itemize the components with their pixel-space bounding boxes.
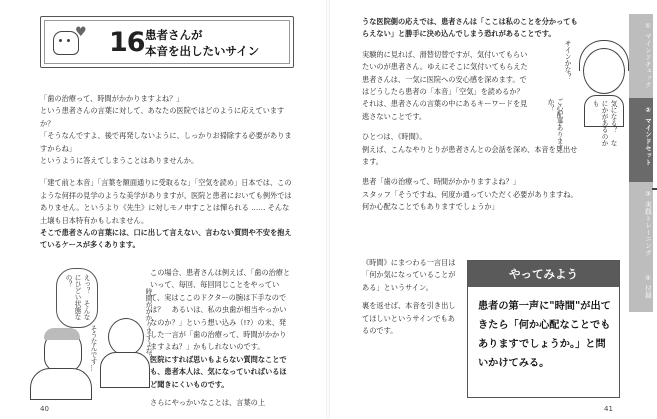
paragraph: 実験的に見れば、滑替切替ですが、気付いてもらいたいのが患者さん。ゆえにそこに気付いてもらえた患者さんは、一気に医院への安心感を深めます。ではどうしたら患者の「本音」「空気」を読めるか？ それは、患者さんの言葉の中にあるキーワードを見逃さないことです。 xyxy=(362,49,531,121)
thought-text: サインかな？ xyxy=(563,40,571,80)
doctor-speech: そうなんです… xyxy=(89,325,97,372)
paragraph-emphasis: 医院にすれば思いもよらない質問なことでも、患者本人は、気になっていればいるほど聞きにくいものです。 xyxy=(150,354,287,389)
chapter-tab[interactable]: ① マインドチェック xyxy=(629,14,653,98)
paragraph: 例えば、こんなやりとりが患者さんとの会話を深め、本音を見出せます。 xyxy=(362,144,578,167)
paragraph: 「建て前と本音」「言葉を額面通りに受取るな」「空気を読め」日本では、このような何拝の見学のような美学がありますが、医院と患者においても例外ではありません。というより《先生》に対しモノ申すことは憚られる …… そんな土壌も日本特有かもしれません。 xyxy=(40,178,292,225)
chapter-tab-active[interactable]: ② マインドセット xyxy=(629,98,653,182)
paragraph: 《時間》にまつわる一言目は「何か気になっていることがある」というサイン。 xyxy=(362,258,456,292)
chapter-tab[interactable]: ④ 付録 xyxy=(629,266,653,312)
right-body-lower xyxy=(362,257,460,337)
thought-text: 気になる？ なにかがあるのかも xyxy=(591,100,617,147)
page-number-right: 41 xyxy=(604,405,613,413)
dialog-line: スタッフ「そうですね、何度か通っていただく必要がありますね。何か心配なことでもありますでしょうか」 xyxy=(362,189,578,212)
try-it-box xyxy=(467,260,620,398)
staff-illustration xyxy=(583,48,625,94)
tab-marker xyxy=(652,188,657,190)
speech-bubble: えっ？ そんなにひどい状態なの？ xyxy=(56,268,98,328)
thought-text: ご心配事ありますか？ xyxy=(546,98,563,151)
left-body xyxy=(40,93,293,252)
chapter-index-tabs xyxy=(629,14,653,312)
dialog-line: 患者「歯の治療って、時間がかかりますよね？」 xyxy=(362,177,520,187)
doctor-body-illustration xyxy=(30,368,92,400)
heart-icon: ♥ xyxy=(75,25,87,40)
paragraph: さらにやっかいなことは、言葉の上 xyxy=(150,398,266,408)
section-heading xyxy=(40,16,294,68)
patient-speech: 時間がかかりますよね？ xyxy=(144,288,152,361)
left-body-wrap xyxy=(150,267,293,409)
paragraph-emphasis: そこで患者さんの言葉には、口に出して言えない、言わない質問や不安を抱えているケースが多くあります。 xyxy=(40,228,292,250)
paragraph: うな医院側の応えでは、患者さんは「ここは私のことを分かってもらえない」と勝手に決め込んでしまう恐れがあることです。 xyxy=(362,17,578,39)
patient-illustration xyxy=(108,318,144,356)
chapter-tab[interactable]: ③ 実践トレーニング xyxy=(629,182,653,266)
try-it-heading: やってみよう xyxy=(468,261,619,287)
paragraph: 裏を返せば、本音を引き出してほしいというサインでもあるのです。 xyxy=(362,301,456,336)
page-number-left: 40 xyxy=(40,405,49,413)
paragraph: という患者さんの言葉に対して、あなたの医院ではどのように応えていますか？ xyxy=(40,106,285,128)
doctor-illustration xyxy=(44,330,82,372)
paragraph: 「歯の治療って、時間がかかりますよね？」 xyxy=(40,94,184,103)
section-title: 患者さんが 本音を出したいサイン xyxy=(145,28,260,58)
paragraph: 「そうなんですよ、後で再発しないように、しっかりお掃除する必要がありますからね」 xyxy=(40,131,292,153)
paragraph: ひとつは、《時間》。 xyxy=(362,132,427,142)
paragraph: というように答えてしまうことはありませんか。 xyxy=(40,156,199,166)
section-number: 16 xyxy=(109,27,145,58)
try-it-body: 患者の第一声に"時間"が出てきたら「何か心配なことでもありますでしょうか。」と問いかけてみる。 xyxy=(478,301,611,369)
paragraph: この場合、患者さんは例えば、「歯の治療といって、毎回、毎回同じことをやっていて、実はここのドクターの腕は下手なのでは？ あるいは、私の虫歯が相当やっかいなのか？」という想い込み（!?）の末、発した一言が「歯の治療って、時間がかかりますよね？」かもしれないのです。 xyxy=(150,268,291,352)
